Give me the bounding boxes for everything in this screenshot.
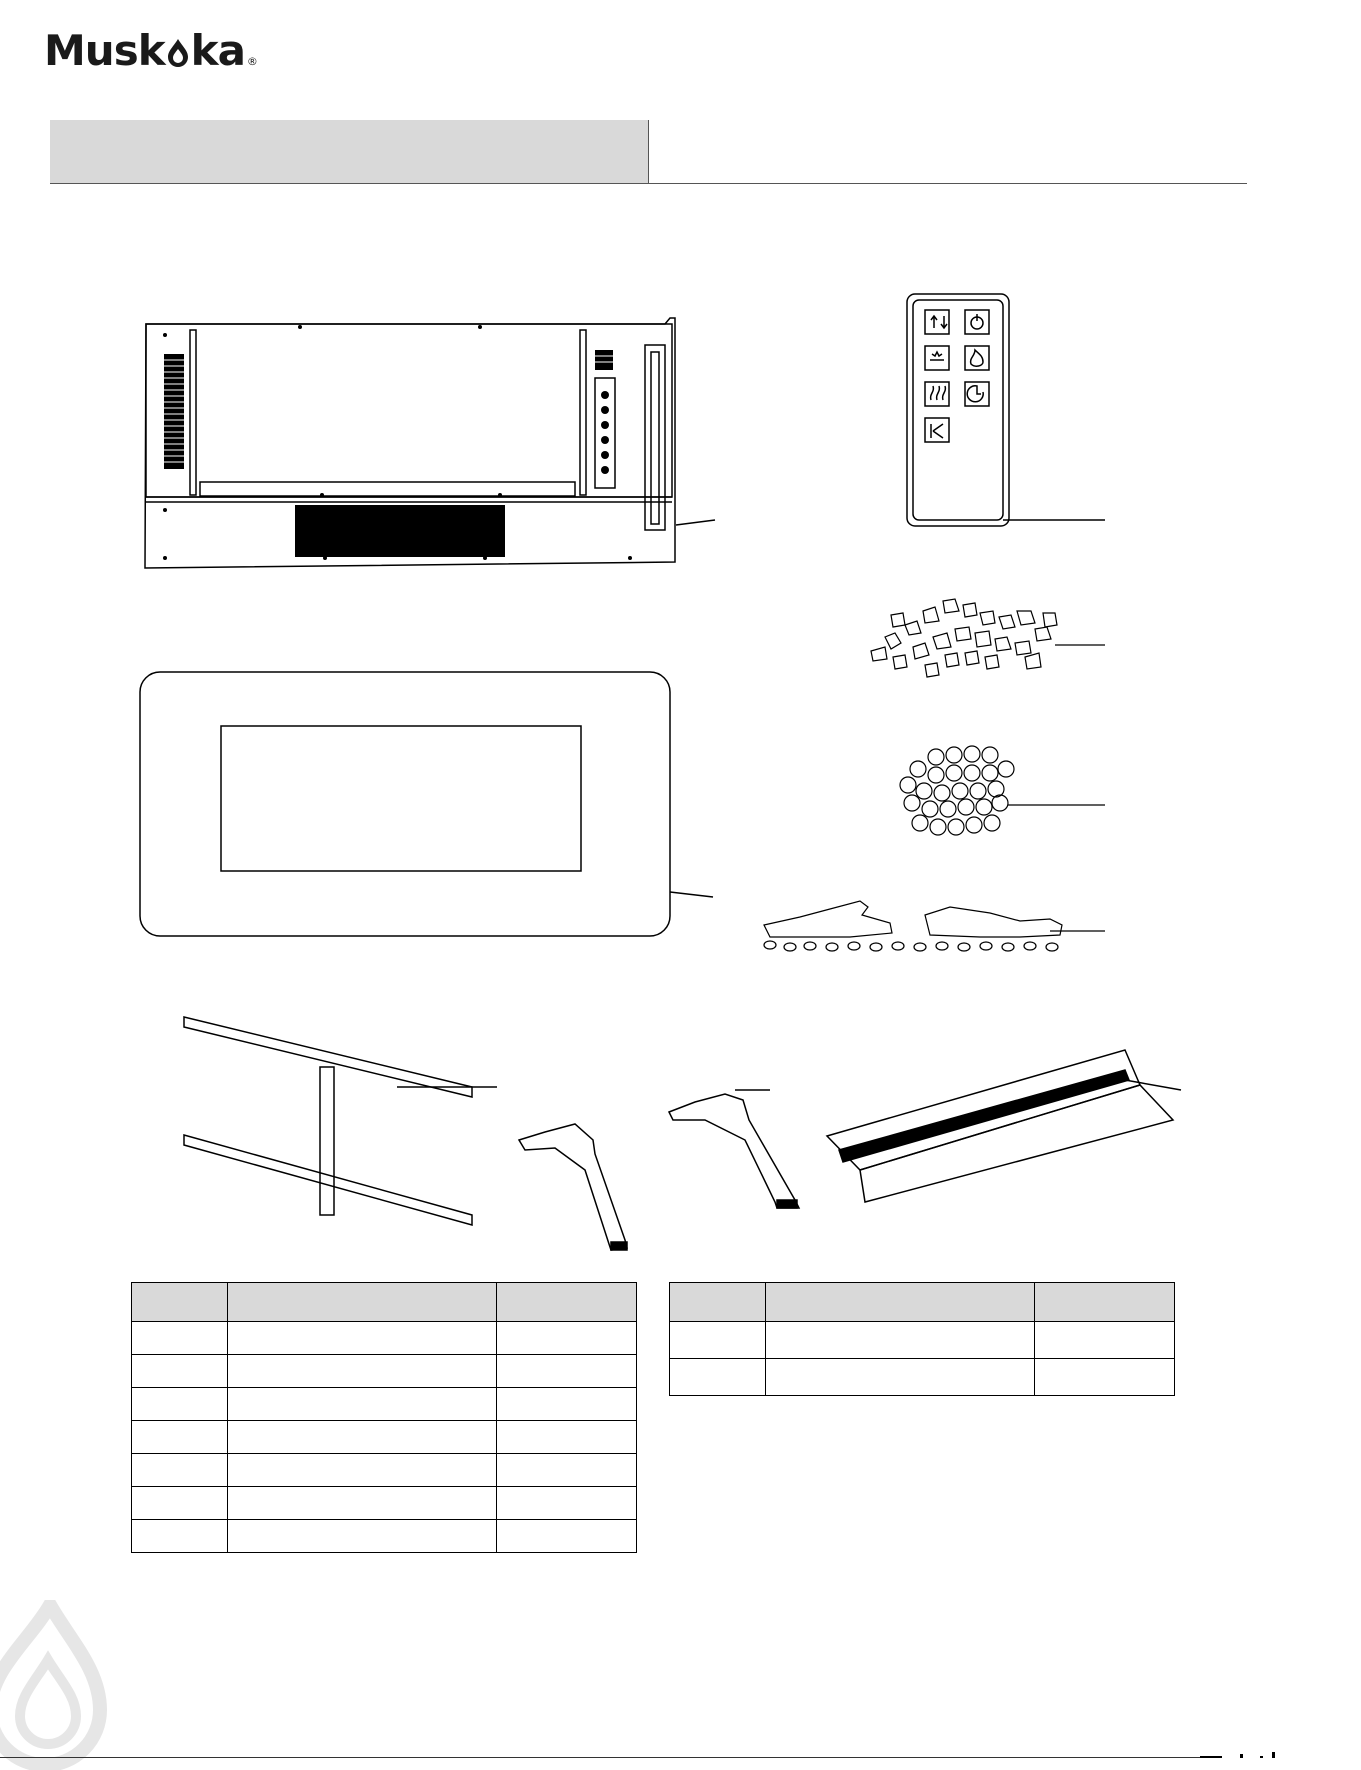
table-row bbox=[132, 1454, 637, 1487]
leg-right-drawing bbox=[665, 1080, 815, 1220]
table-cell bbox=[497, 1355, 637, 1388]
header-cell-part bbox=[670, 1283, 766, 1322]
log-set-drawing bbox=[750, 895, 1105, 955]
table-cell bbox=[765, 1322, 1034, 1359]
remote-control-icon bbox=[905, 290, 1105, 530]
header-cell-description bbox=[765, 1283, 1034, 1322]
header-cell-description bbox=[227, 1283, 496, 1322]
flame-watermark-icon bbox=[0, 1600, 120, 1770]
parts-table-right bbox=[669, 1282, 1175, 1396]
table-cell bbox=[497, 1487, 637, 1520]
electric-fireplace-drawing bbox=[140, 300, 720, 580]
table-row bbox=[132, 1520, 637, 1553]
table-cell bbox=[227, 1487, 496, 1520]
table-cell bbox=[227, 1355, 496, 1388]
glass-frame-drawing bbox=[138, 670, 718, 940]
table-cell bbox=[227, 1322, 496, 1355]
table-cell bbox=[670, 1359, 766, 1396]
brand-logo bbox=[44, 26, 257, 75]
parts-table-left bbox=[131, 1282, 637, 1553]
table-cell bbox=[132, 1454, 228, 1487]
table-row bbox=[132, 1388, 637, 1421]
table-row bbox=[670, 1322, 1175, 1359]
table-row bbox=[132, 1355, 637, 1388]
table-header-row bbox=[670, 1283, 1175, 1322]
table-cell bbox=[497, 1322, 637, 1355]
registered-mark: ® bbox=[246, 55, 257, 68]
table-row bbox=[670, 1359, 1175, 1396]
table-cell bbox=[227, 1454, 496, 1487]
logo-text-end: ka bbox=[190, 26, 245, 75]
footer-rule bbox=[0, 1757, 1200, 1758]
trim-panel-drawing bbox=[825, 1040, 1185, 1210]
table-cell bbox=[497, 1454, 637, 1487]
table-cell bbox=[227, 1388, 496, 1421]
header-cell-quantity bbox=[1035, 1283, 1175, 1322]
crystals-drawing bbox=[865, 595, 1105, 685]
table-row bbox=[132, 1421, 637, 1454]
table-cell bbox=[497, 1388, 637, 1421]
section-title-band bbox=[50, 120, 649, 183]
table-cell bbox=[497, 1421, 637, 1454]
table-cell bbox=[765, 1359, 1034, 1396]
header-cell-quantity bbox=[497, 1283, 637, 1322]
table-cell bbox=[1035, 1322, 1175, 1359]
wall-bracket-drawing bbox=[182, 1015, 502, 1245]
table-cell bbox=[132, 1388, 228, 1421]
table-row bbox=[132, 1487, 637, 1520]
leg-left-drawing bbox=[515, 1110, 665, 1260]
table-cell bbox=[670, 1322, 766, 1359]
table-cell bbox=[497, 1520, 637, 1553]
table-cell bbox=[227, 1421, 496, 1454]
table-cell bbox=[132, 1487, 228, 1520]
pebbles-drawing bbox=[890, 745, 1105, 845]
table-row bbox=[132, 1322, 637, 1355]
table-cell bbox=[132, 1520, 228, 1553]
table-cell bbox=[132, 1355, 228, 1388]
header-rule bbox=[50, 183, 1247, 184]
flame-drop-icon bbox=[165, 37, 191, 67]
table-cell bbox=[1035, 1359, 1175, 1396]
footer-marks bbox=[1200, 1748, 1330, 1760]
table-header-row bbox=[132, 1283, 637, 1322]
table-cell bbox=[132, 1322, 228, 1355]
table-cell bbox=[132, 1421, 228, 1454]
table-cell bbox=[227, 1520, 496, 1553]
logo-text-start: Musk bbox=[44, 26, 165, 75]
header-cell-part bbox=[132, 1283, 228, 1322]
